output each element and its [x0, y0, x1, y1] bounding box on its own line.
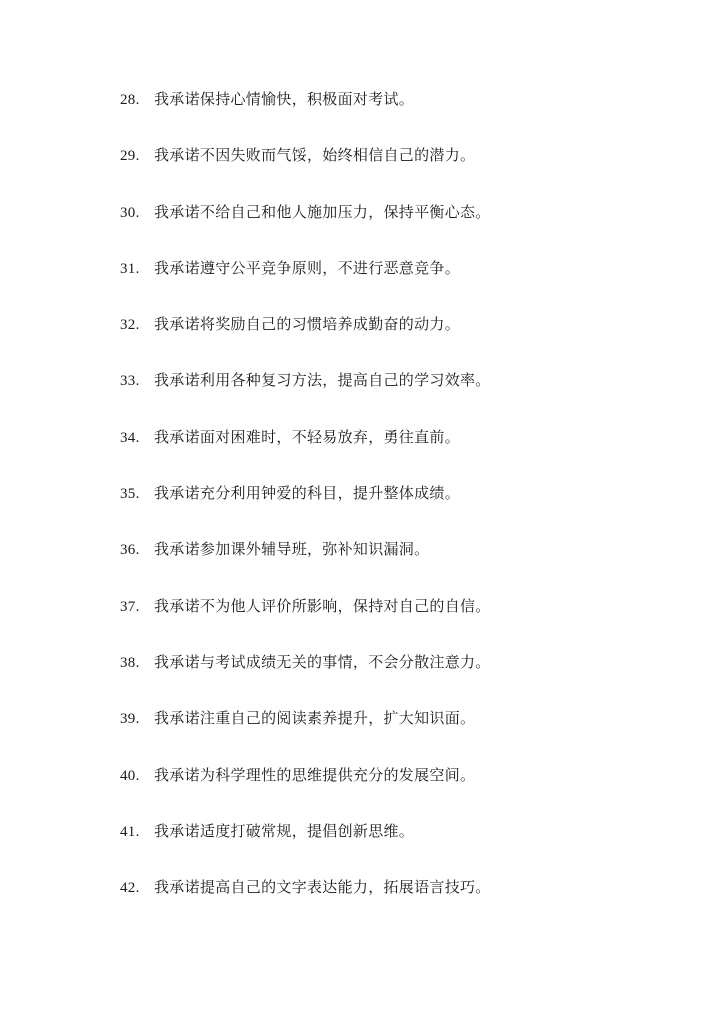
- list-item: [120, 424, 680, 480]
- item-text: 我承诺适度打破常规，提倡创新思维。: [154, 821, 415, 840]
- item-number: 40.: [120, 767, 140, 784]
- item-text: 我承诺不为他人评价所影响，保持对自己的自信。: [154, 596, 491, 615]
- item-number: 37.: [120, 598, 140, 615]
- item-number: 33.: [120, 373, 140, 390]
- item-number: 38.: [120, 654, 140, 671]
- item-text: 我承诺不给自己和他人施加压力，保持平衡心态。: [154, 202, 491, 221]
- item-text: 我承诺将奖励自己的习惯培养成勤奋的动力。: [154, 315, 461, 334]
- item-number: 29.: [120, 148, 140, 165]
- item-text: 我承诺遵守公平竞争原则，不进行恶意竞争。: [154, 258, 461, 277]
- item-text: 我承诺不因失败而气馁，始终相信自己的潜力。: [154, 146, 476, 165]
- list-item: [120, 480, 680, 536]
- list-item: [120, 536, 680, 592]
- list-item: [120, 311, 680, 367]
- list-item: [120, 705, 680, 761]
- item-text: 我承诺利用各种复习方法，提高自己的学习效率。: [154, 371, 491, 390]
- item-number: 32.: [120, 317, 140, 334]
- item-number: 28.: [120, 92, 140, 108]
- item-number: 31.: [120, 260, 140, 277]
- item-text: 我承诺保持心情愉快，积极面对考试。: [154, 90, 415, 108]
- list-item: [120, 649, 680, 705]
- item-text: 我承诺注重自己的阅读素养提升，扩大知识面。: [154, 709, 476, 728]
- list-item: [120, 367, 680, 423]
- item-number: 39.: [120, 711, 140, 728]
- list-item: [120, 199, 680, 255]
- list-item: [120, 874, 680, 930]
- item-number: 35.: [120, 486, 140, 503]
- item-number: 36.: [120, 542, 140, 559]
- list-item: [120, 255, 680, 311]
- pledge-list: [120, 86, 680, 930]
- list-item: [120, 593, 680, 649]
- item-number: 30.: [120, 204, 140, 221]
- list-item: [120, 142, 680, 198]
- item-text: 我承诺参加课外辅导班，弥补知识漏洞。: [154, 540, 430, 559]
- list-item: [120, 762, 680, 818]
- item-text: 我承诺充分利用钟爱的科目，提升整体成绩。: [154, 484, 461, 503]
- item-text: 我承诺提高自己的文字表达能力，拓展语言技巧。: [154, 878, 491, 897]
- item-number: 34.: [120, 429, 140, 446]
- item-text: 我承诺为科学理性的思维提供充分的发展空间。: [154, 765, 476, 784]
- item-number: 41.: [120, 823, 140, 840]
- item-text: 我承诺面对困难时，不轻易放弃，勇往直前。: [154, 427, 461, 446]
- list-item: [120, 86, 680, 142]
- item-number: 42.: [120, 880, 140, 897]
- item-text: 我承诺与考试成绩无关的事情，不会分散注意力。: [154, 652, 491, 671]
- list-item: [120, 818, 680, 874]
